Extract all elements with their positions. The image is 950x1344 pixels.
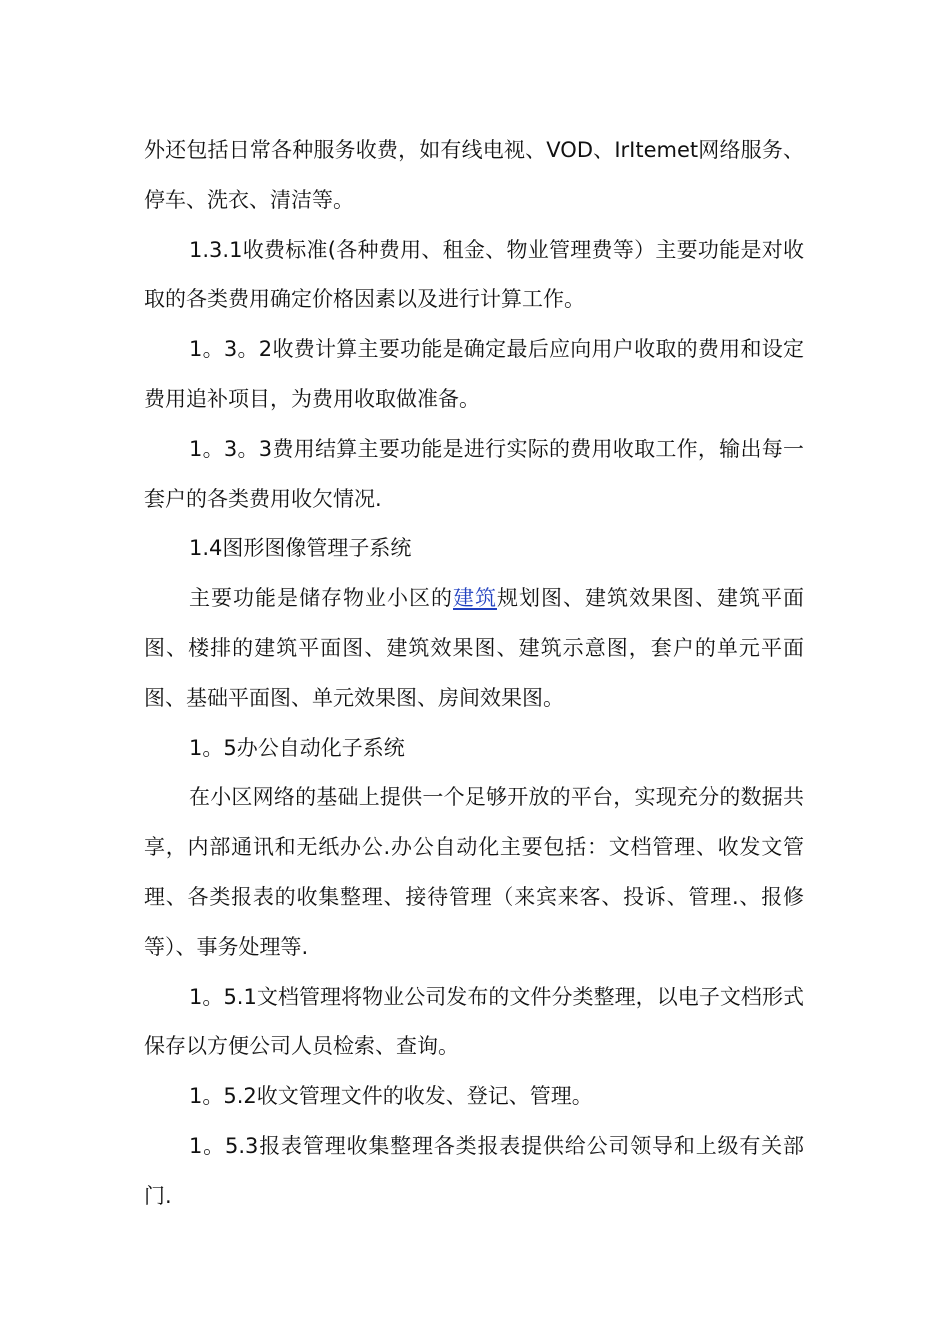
- paragraph-1-5-1: 1。5.1文档管理将物业公司发布的文件分类整理，以电子文档形式保存以方便公司人员检索、查询。: [144, 984, 804, 1059]
- paragraph-1-5-body: 在小区网络的基础上提供一个足够开放的平台，实现充分的数据共享，内部通讯和无纸办公.办公自动化主要包括：文档管理、收发文管理、各类报表的收集整理、接待管理（来宾来客、投诉、管理.、报修等）、事务处理等.: [144, 785, 804, 959]
- section-heading-1-5: 1。5办公自动化子系统: [189, 735, 405, 760]
- paragraph-1-3-1: 1.3.1收费标准(各种费用、租金、物业管理费等）主要功能是对收取的各类费用确定价格因素以及进行计算工作。: [144, 237, 804, 312]
- paragraph-continuation: 外还包括日常各种服务收费，如有线电视、VOD、IrItemet网络服务、停车、洗衣、清洁等。: [144, 138, 804, 212]
- paragraph-1-5-2: 1。5.2收文管理文件的收发、登记、管理。: [189, 1084, 593, 1109]
- section-heading-1-4: 1.4图形图像管理子系统: [189, 536, 412, 561]
- paragraph-1-4-text-before-link: 主要功能是储存物业小区的: [189, 586, 453, 611]
- paragraph-1-4-body: [144, 574, 804, 723]
- paragraph-1-3-3: 1。3。3费用结算主要功能是进行实际的费用收取工作，输出每一套户的各类费用收欠情况.: [144, 436, 804, 511]
- paragraph-1-5-3: 1。5.3报表管理收集整理各类报表提供给公司领导和上级有关部门.: [144, 1133, 804, 1208]
- paragraph-1-3-2: 1。3。2收费计算主要功能是确定最后应向用户收取的费用和设定费用追补项目，为费用收取做准备。: [144, 337, 804, 411]
- paragraph-1-4-text-after-link: 规划图、建筑效果图、建筑平面图、楼排的建筑平面图、建筑效果图、建筑示意图，套户的单元平面图、基础平面图、单元效果图、房间效果图。: [144, 586, 804, 710]
- building-link[interactable]: 建筑: [453, 586, 497, 611]
- document-body: [144, 126, 804, 1222]
